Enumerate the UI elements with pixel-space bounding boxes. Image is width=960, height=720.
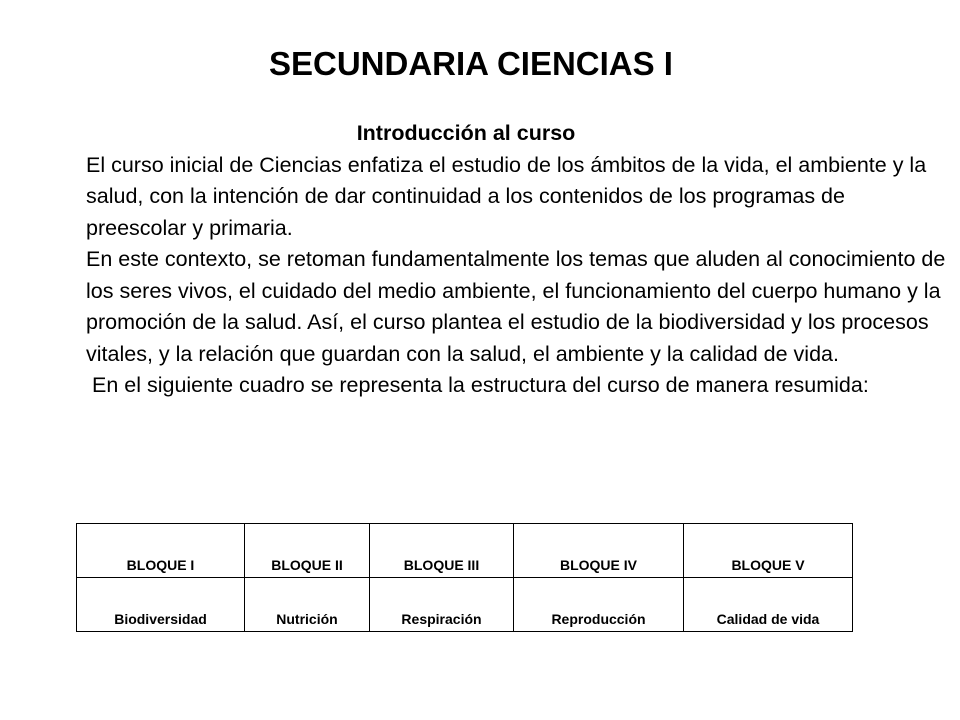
table-cell-block-1: BLOQUE I — [77, 524, 245, 578]
table-cell-topic-5: Calidad de vida — [684, 578, 853, 632]
table-cell-block-2: BLOQUE II — [245, 524, 370, 578]
intro-paragraph-2: En este contexto, se retoman fundamentalmente los temas que aluden al conocimiento de los seres vivos, el cuidado del medio ambiente, el funcionamiento del cuerpo humano y la promoción de la salud. Así, el curso plantea el estudio de la biodiversidad y los procesos vitales, y la relación que guardan con la salud, el ambiente y la calidad de vida. — [86, 247, 946, 366]
table-cell-topic-4: Reproducción — [514, 578, 684, 632]
table-cell-block-3: BLOQUE III — [370, 524, 514, 578]
table-cell-topic-2: Nutrición — [245, 578, 370, 632]
table-cell-block-4: BLOQUE IV — [514, 524, 684, 578]
page-title: SECUNDARIA CIENCIAS I — [269, 45, 673, 82]
intro-paragraph-3: En el siguiente cuadro se representa la estructura del curso de manera resumida: — [86, 373, 869, 397]
course-structure-table — [76, 523, 853, 632]
table-row-topics — [77, 578, 853, 632]
intro-subtitle: Introducción al curso — [356, 121, 576, 145]
table-cell-topic-3: Respiración — [370, 578, 514, 632]
table-cell-topic-1: Biodiversidad — [77, 578, 245, 632]
table-cell-block-5: BLOQUE V — [684, 524, 853, 578]
table-row-blocks — [77, 524, 853, 578]
intro-section — [86, 118, 946, 402]
intro-paragraph-1: El curso inicial de Ciencias enfatiza el estudio de los ámbitos de la vida, el ambiente y la salud, con la intención de dar continuidad a los contenidos de los programas de preescolar y primaria. — [86, 152, 927, 240]
